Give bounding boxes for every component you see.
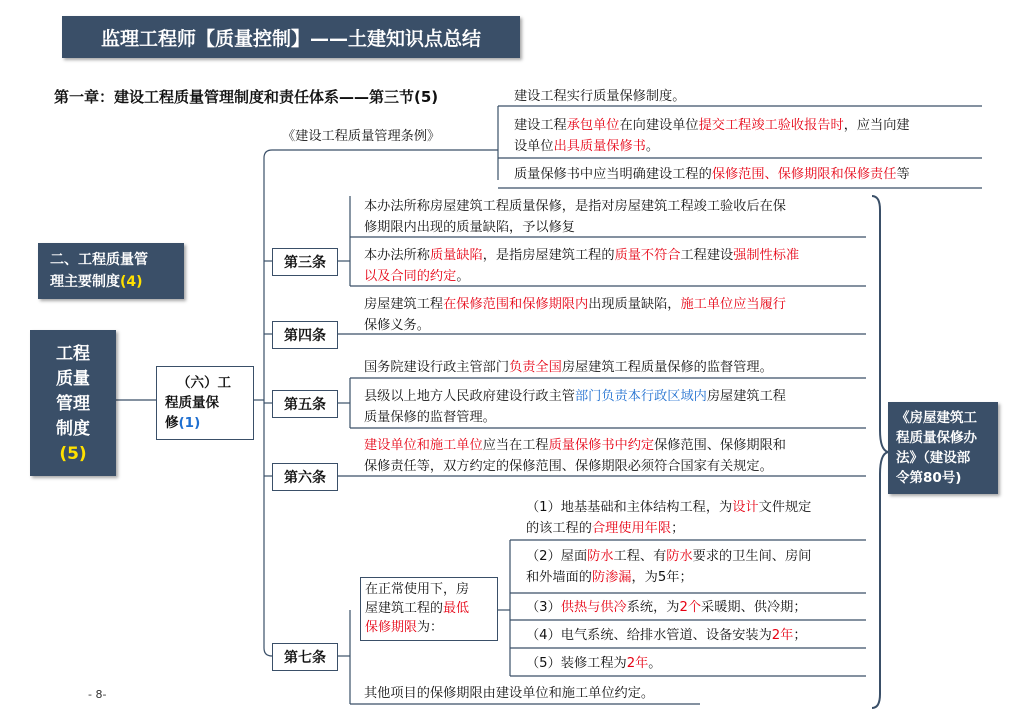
article-7-other: 其他项目的保修期限由建设单位和施工单位约定。 — [364, 686, 655, 701]
article-7-item-5: （5）装修工程为2年。 — [526, 656, 662, 671]
curly-brace-icon — [872, 196, 888, 708]
regulation-item-2: 建设工程承包单位在向建设单位提交工程竣工验收报告时，应当向建 设单位出具质量保修书。 — [514, 118, 910, 154]
article-4-node: 第四条 — [272, 321, 338, 349]
article-7-item-3: （3）供热与供冷系统，为2个采暖期、供冷期； — [526, 600, 807, 615]
article-7-item-2: （2）屋面防水工程、有防水要求的卫生间、房间 和外墙面的防渗漏，为5年； — [526, 549, 812, 585]
article-6-node: 第六条 — [272, 463, 338, 491]
article-3-item-2: 本办法所称质量缺陷，是指房屋建筑工程的质量不符合工程建设强制性标准 以及合同的约定。 — [364, 248, 800, 284]
chapter-title: 第一章：建设工程质量管理制度和责任体系——第三节(5) — [54, 88, 439, 106]
law-source-box: 《房屋建筑工 程质量保修办 法》（建设部 令第80号) — [888, 402, 998, 494]
section-label-line1: 二、工程质量管 — [50, 252, 148, 268]
regulation-item-3: 质量保修书中应当明确建设工程的保修范围、保修期限和保修责任等 — [514, 167, 910, 182]
regulation-item-1: 建设工程实行质量保修制度。 — [514, 89, 686, 104]
section-label-line2: 理主要制度(4) — [50, 274, 143, 290]
article-7-item-1: （1）地基基础和主体结构工程，为设计文件规定 的该工程的合理使用年限； — [526, 500, 812, 536]
article-3-item-1: 本办法所称房屋建筑工程质量保修，是指对房屋建筑工程竣工验收后在保 修期限内出现的质量缺陷，予以修复 — [364, 199, 786, 235]
page-title: 监理工程师【质量控制】——土建知识点总结 — [62, 16, 520, 58]
article-6-item-1: 建设单位和施工单位应当在工程质量保修书中约定保修范围、保修期限和 保修责任等，双方约定的保修范围、保修期限必须符合国家有关规定。 — [364, 438, 786, 474]
article-4-item-1: 房屋建筑工程在保修范围和保修期限内出现质量缺陷，施工单位应当履行 保修义务。 — [364, 297, 786, 333]
regulation-name: 《建设工程质量管理条例》 — [282, 129, 441, 144]
article-7-intro: 在正常使用下，房 屋建筑工程的最低 保修期限为： — [360, 577, 498, 641]
article-7-item-4: （4）电气系统、给排水管道、设备安装为2年； — [526, 628, 807, 643]
root-node: 工程 质量 管理 制度 (5) — [30, 330, 116, 476]
article-3-node: 第三条 — [272, 248, 338, 276]
sub-node-warranty: （六）工 程质量保 修(1) — [156, 366, 254, 440]
article-5-item-1: 国务院建设行政主管部门负责全国房屋建筑工程质量保修的监督管理。 — [364, 360, 773, 375]
page-number: - 8- — [88, 688, 107, 701]
article-7-node: 第七条 — [272, 643, 338, 671]
article-5-item-2: 县级以上地方人民政府建设行政主管部门负责本行政区域内房屋建筑工程 质量保修的监督管理。 — [364, 389, 786, 425]
article-5-node: 第五条 — [272, 390, 338, 418]
section-label — [38, 243, 184, 299]
